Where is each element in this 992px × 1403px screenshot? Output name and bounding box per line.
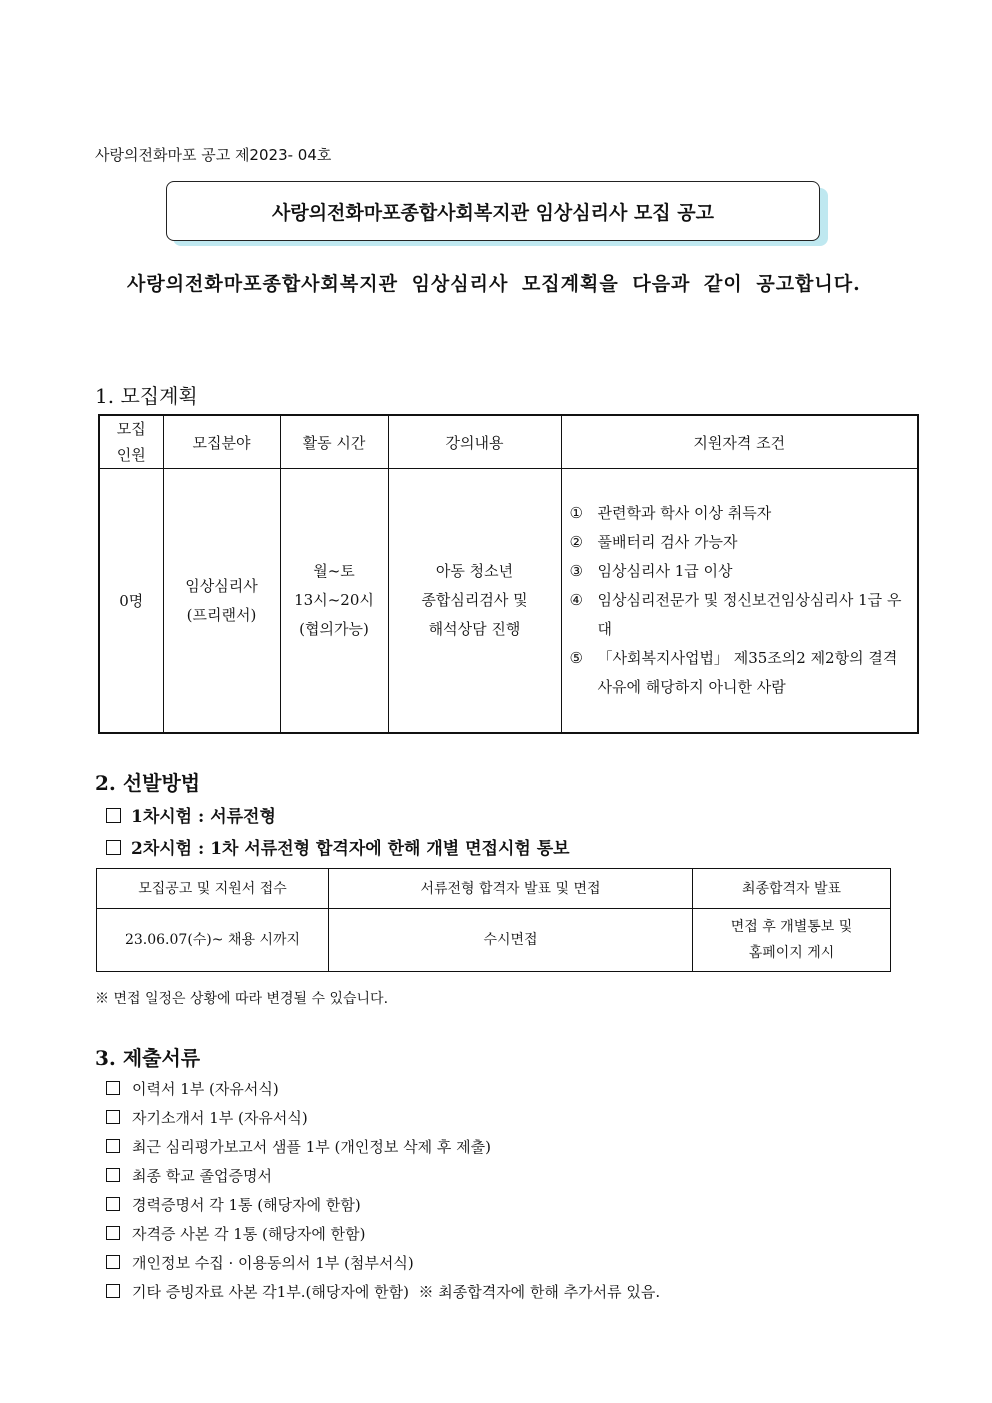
list-item: [106, 1223, 365, 1244]
condition-item: [570, 528, 910, 557]
document-item-text: 자격증 사본 각 1통 (해당자에 한함): [132, 1225, 366, 1243]
list-item: [106, 1194, 361, 1215]
table-header-row: [99, 415, 918, 469]
cell-conditions: [561, 469, 918, 734]
checkbox-square-icon: [106, 1110, 120, 1124]
cell-field: 임상심리사 (프리랜서): [163, 469, 280, 734]
cell-final: 면접 후 개별통보 및 홈페이지 게시: [693, 909, 891, 972]
condition-text: 「사회복지사업법」 제35조의2 제2항의 결격사유에 해당하지 아니한 사람: [597, 649, 898, 696]
condition-text: 관련학과 학사 이상 취득자: [597, 504, 772, 522]
document-item-text: 이력서 1부 (자유서식): [132, 1080, 279, 1098]
document-item-text: 자기소개서 1부 (자유서식): [132, 1109, 308, 1127]
selection-step-text: 1차시험 : 서류전형: [131, 807, 276, 827]
checkbox-square-icon: [106, 1168, 120, 1182]
selection-step: [106, 834, 570, 859]
document-item-text: 기타 증빙자료 사본 각1부.(해당자에 한함) ※ 최종합격자에 한해 추가서류 있음.: [132, 1283, 661, 1301]
checkbox-square-icon: [106, 840, 121, 855]
list-item: [106, 1107, 308, 1128]
schedule-note: ※ 면접 일정은 상황에 따라 변경될 수 있습니다.: [95, 991, 389, 1007]
section-heading-plan: 1. 모집계획: [95, 384, 198, 408]
selection-step-text: 2차시험 : 1차 서류전형 합격자에 한해 개별 면접시험 통보: [131, 839, 570, 859]
cell-application: 23.06.07(수)~ 채용 시까지: [97, 909, 329, 972]
condition-item: [570, 499, 910, 528]
condition-item: [570, 557, 910, 586]
condition-text: 풀배터리 검사 가능자: [597, 533, 738, 551]
condition-marker: ④: [569, 591, 583, 609]
list-item: [106, 1165, 272, 1186]
section-heading-documents: 3. 제출서류: [95, 1046, 201, 1070]
header-interview: 서류전형 합격자 발표 및 면접: [329, 869, 693, 909]
checkbox-square-icon: [106, 1255, 120, 1269]
list-item: [106, 1136, 491, 1157]
condition-text: 임상심리사 1급 이상: [597, 562, 733, 580]
header-field: 모집분야: [163, 415, 280, 469]
condition-marker: ①: [569, 504, 583, 522]
condition-marker: ⑤: [569, 649, 583, 667]
header-time: 활동 시간: [280, 415, 388, 469]
checkbox-square-icon: [106, 1139, 120, 1153]
checkbox-square-icon: [106, 1284, 120, 1298]
selection-step: [106, 802, 276, 827]
table-row: [97, 909, 891, 972]
document-title: 사랑의전화마포종합사회복지관 임상심리사 모집 공고: [166, 181, 820, 241]
condition-item: [570, 586, 910, 644]
checkbox-square-icon: [106, 808, 121, 823]
condition-text: 임상심리전문가 및 정신보건임상심리사 1급 우대: [597, 591, 902, 638]
condition-item: [570, 644, 910, 702]
table-header-row: [97, 869, 891, 909]
cell-time: 월~토 13시~20시 (협의가능): [280, 469, 388, 734]
header-conditions: 지원자격 조건: [561, 415, 918, 469]
document-item-text: 개인정보 수집 · 이용동의서 1부 (첨부서식): [132, 1254, 414, 1272]
cell-count: 0명: [99, 469, 163, 734]
document-item-text: 최종 학교 졸업증명서: [132, 1167, 272, 1185]
list-item: [106, 1281, 660, 1302]
header-content: 강의내용: [388, 415, 561, 469]
condition-marker: ③: [569, 562, 583, 580]
intro-paragraph: 사랑의전화마포종합사회복지관 임상심리사 모집계획을 다음과 같이 공고합니다.: [127, 273, 861, 295]
table-row: [99, 469, 918, 734]
list-item: [106, 1078, 279, 1099]
schedule-table: [96, 868, 891, 972]
header-final: 최종합격자 발표: [693, 869, 891, 909]
checkbox-square-icon: [106, 1081, 120, 1095]
document-item-text: 경력증명서 각 1통 (해당자에 한함): [132, 1196, 361, 1214]
header-application: 모집공고 및 지원서 접수: [97, 869, 329, 909]
document-item-text: 최근 심리평가보고서 샘플 1부 (개인정보 삭제 후 제출): [132, 1138, 491, 1156]
checkbox-square-icon: [106, 1197, 120, 1211]
recruitment-plan-table: [98, 414, 919, 734]
section-heading-selection: 2. 선발방법: [95, 771, 201, 795]
condition-marker: ②: [569, 533, 583, 551]
list-item: [106, 1252, 414, 1273]
notice-number: 사랑의전화마포 공고 제2023- 04호: [95, 146, 332, 164]
header-count: 모집 인원: [99, 415, 163, 469]
cell-interview: 수시면접: [329, 909, 693, 972]
cell-content: 아동 청소년 종합심리검사 및 해석상담 진행: [388, 469, 561, 734]
checkbox-square-icon: [106, 1226, 120, 1240]
